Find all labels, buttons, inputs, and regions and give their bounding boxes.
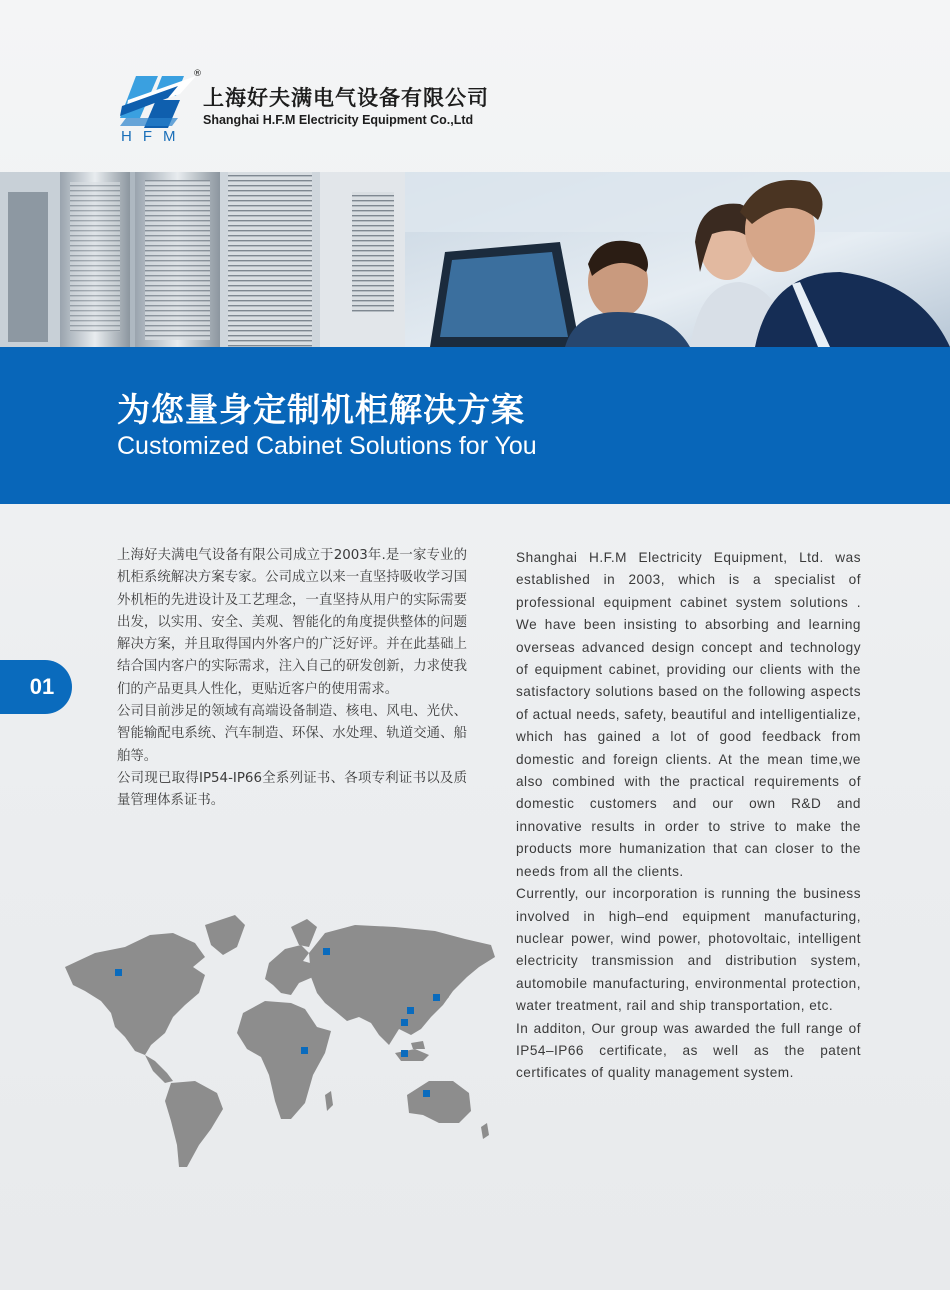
location-marker-icon <box>423 1090 430 1097</box>
continents <box>65 915 495 1167</box>
location-marker-icon <box>323 948 330 955</box>
page-title-en: Customized Cabinet Solutions for You <box>117 432 537 460</box>
paragraph-en-1: Shanghai H.F.M Electricity Equipment, Ltd. was established in 2003, which is a specialist of professional equipment cabinet system solutions . We have been insisting to absorbing and learning overseas advanced design concept and technology of equipment cabinet, providing our clients with the satisfactory solutions based on the following aspects of actual needs, safety, beautiful and intelligentialize, which has gained a lot of good feedback from domestic and foreign clients. At the mean time,we also combined with the practical requirements of domestic customers and our own R&D and innovative results in order to strive to make the products more humanization that can closer to the needs from all the clients. <box>516 550 861 879</box>
world-map-icon <box>55 905 505 1175</box>
body-text-cn <box>117 545 467 813</box>
location-marker-icon <box>115 969 122 976</box>
banner-photo <box>0 172 950 347</box>
logo-letters: HFM <box>121 128 187 145</box>
paragraph-en-3: In additon, Our group was awarded the full range of IP54–IP66 certificate, as well as the patent certificates of quality management system. <box>516 1020 861 1081</box>
page-number: 01 <box>29 674 55 699</box>
company-name-en: Shanghai H.F.M Electricity Equipment Co.,Ltd <box>203 113 474 127</box>
page-title-cn: 为您量身定制机柜解决方案 <box>117 390 525 429</box>
paragraph-cn-3: 公司现已取得IP54-IP66全系列证书、各项专利证书以及质量管理体系证书。 <box>117 770 467 809</box>
location-marker-icon <box>401 1050 408 1057</box>
location-marker-icon <box>433 994 440 1001</box>
company-name-cn: 上海好夫满电气设备有限公司 <box>203 86 489 110</box>
location-marker-icon <box>301 1047 308 1054</box>
paragraph-en-2: Currently, our incorporation is running the business involved in high–end equipment manufacturing, nuclear power, wind power, photovoltaic, intelligent electricity transmission and distribution system, automobile manufacturing, environmental protection, water treatment, rail and ship transportation, etc. <box>516 886 861 1014</box>
location-marker-icon <box>401 1019 408 1026</box>
body-text-en <box>516 547 861 1085</box>
paragraph-cn-2: 公司目前涉足的领域有高端设备制造、核电、风电、光伏、智能输配电系统、汽车制造、环保、水处理、轨道交通、船舶等。 <box>117 704 467 764</box>
location-marker-icon <box>407 1007 414 1014</box>
paragraph-cn-1: 上海好夫满电气设备有限公司成立于2003年.是一家专业的机柜系统解决方案专家。公司成立以来一直坚持吸收学习国外机柜的先进设计及工艺理念，一直坚持从用户的实际需要出发，以实用、安全、美观、智能化的角度提供整体的问题解决方案，并且取得国内外客户的广泛好评。并在此基础上结合国内客户的实际需求，注入自己的研发创新，力求使我们的产品更具人性化，更贴近客户的使用需求。 <box>117 548 467 697</box>
photo-banner <box>0 172 950 347</box>
registered-mark: ® <box>193 69 202 79</box>
page-number-tab <box>0 660 72 714</box>
